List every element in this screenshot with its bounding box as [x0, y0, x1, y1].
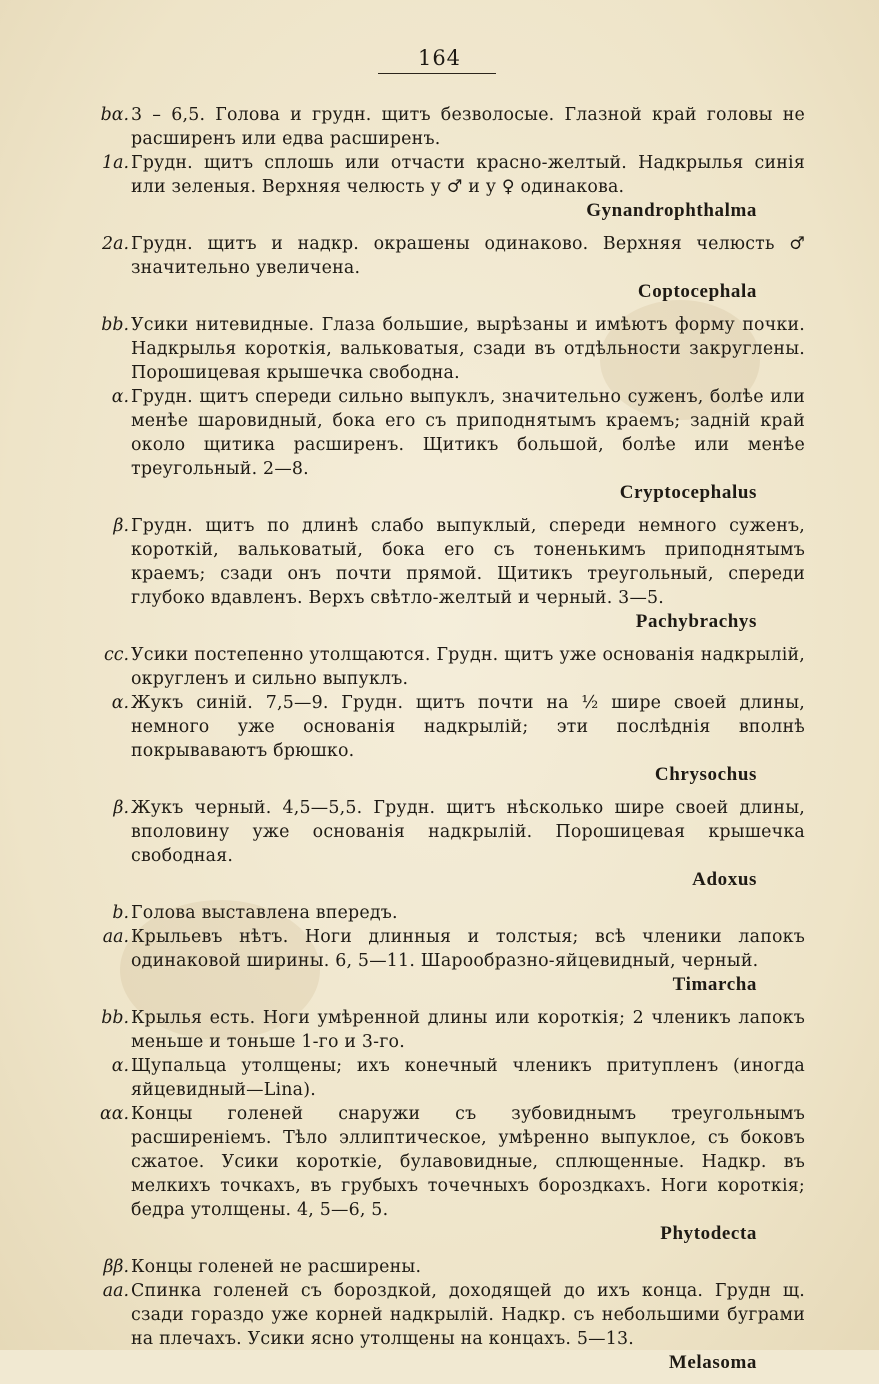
key-entry-text: [131, 901, 805, 925]
entry-gap: [95, 634, 805, 643]
page-number-rule: [378, 73, 496, 74]
key-entry: [95, 1102, 805, 1246]
key-entry-marker: 1a.: [102, 153, 129, 173]
key-entry: [95, 925, 805, 997]
key-entry-text: [131, 232, 805, 304]
key-entry-marker: b.: [112, 903, 129, 923]
key-entry-marker: aa.: [102, 927, 129, 947]
key-entry-text: [131, 1255, 805, 1279]
key-entry: [95, 691, 805, 787]
key-entry: [95, 1255, 805, 1279]
key-entry-text: [131, 151, 805, 223]
entry-gap: [95, 1375, 805, 1384]
genus-name: Melasoma: [668, 1352, 757, 1373]
key-entry-text: [131, 1006, 805, 1054]
genus-name: Gynandrophthalma: [586, 200, 757, 221]
key-entry-description: Грудн. щитъ по длинѣ слабо выпуклый, спереди немного суженъ, короткій, вальковатый, бока его съ тоненькимъ приподнятымъ краемъ; сзади онъ почти прямой. Щитикъ треугольный, спереди глубоко вдавленъ. Верхъ свѣтло-желтый и черный. 3—5.: [131, 516, 805, 608]
entry-gap: [95, 1246, 805, 1255]
key-entry: [95, 103, 805, 151]
key-entry-text: [131, 1279, 805, 1375]
key-entry-description: Усики нитевидные. Глаза большие, вырѣзаны и имѣютъ форму почки. Надкрылья короткія, вальковатыя, сзади въ отдѣльности закруглены. Порошицевая крышечка свободна.: [131, 315, 805, 383]
key-entry-marker: aa.: [102, 1281, 129, 1301]
key-entry-marker: α.: [111, 693, 129, 713]
key-entry-marker: α.: [111, 1056, 129, 1076]
key-entry-marker: α.: [111, 387, 129, 407]
key-entry-description: Концы голеней не расширены.: [131, 1257, 422, 1277]
key-entry-marker: β.: [113, 516, 129, 536]
entry-gap: [95, 892, 805, 901]
entry-gap: [95, 997, 805, 1006]
key-entry-text: [131, 514, 805, 634]
key-entry-description: Грудн. щитъ и надкр. окрашены одинаково. Верхняя челюсть ♂ значительно увеличена.: [131, 234, 805, 278]
key-entry-marker: cc.: [103, 645, 129, 665]
key-entry: [95, 1006, 805, 1054]
key-entry: [95, 385, 805, 505]
key-entry-marker: bα.: [100, 105, 129, 125]
genus-name: Timarcha: [672, 974, 757, 995]
key-entry-marker: bb.: [101, 1008, 129, 1028]
key-entry: [95, 901, 805, 925]
key-entry-description: Грудн. щитъ спереди сильно выпуклъ, значительно суженъ, болѣе или менѣе шаровидный, бока его съ приподнятымъ краемъ; задній край около щитика расширенъ. Щитикъ большой, болѣе или менѣе треугольный. 2—8.: [131, 387, 805, 479]
key-entry-text: [131, 103, 805, 151]
key-entry-marker: αα.: [99, 1104, 129, 1124]
key-entry-text: [131, 385, 805, 505]
key-entry-marker: ββ.: [103, 1257, 129, 1277]
genus-name: Adoxus: [692, 869, 757, 890]
genus-name: Phytodecta: [660, 1223, 757, 1244]
key-entry: [95, 1279, 805, 1375]
key-entry-description: Щупальца утолщены; ихъ конечный членикъ притупленъ (иногда яйцевидный—Lina).: [131, 1056, 805, 1100]
key-entry-description: Усики постепенно утолщаются. Грудн. щитъ уже основанія надкрылій, округленъ и сильно выпуклъ.: [131, 645, 805, 689]
genus-name: Cryptocephalus: [619, 482, 757, 503]
key-entry: [95, 643, 805, 691]
page-number: 164: [417, 46, 462, 70]
key-text: [95, 103, 805, 1384]
key-entry: [95, 514, 805, 634]
entry-gap: [95, 304, 805, 313]
key-entry-marker: β.: [113, 798, 129, 818]
key-entry-description: Жукъ черный. 4,5—5,5. Грудн. щитъ нѣсколько шире своей длины, вполовину уже основанія надкрылій. Порошицевая крышечка свободная.: [131, 798, 805, 866]
key-entry-description: Голова выставлена впередъ.: [131, 903, 398, 923]
entry-gap: [95, 505, 805, 514]
key-entry-text: [131, 796, 805, 892]
key-entry-description: Крылья есть. Ноги умѣренной длины или короткія; 2 членикъ лапокъ меньше и тоньше 1-го и 3-го.: [131, 1008, 805, 1052]
key-entry-description: Грудн. щитъ сплошь или отчасти красно-желтый. Надкрылья синія или зеленыя. Верхняя челюсть у ♂ и у ♀ одинакова.: [131, 153, 805, 197]
key-entry-description: Концы голеней снаружи съ зубовиднымъ треугольнымъ расширеніемъ. Тѣло эллиптическое, умѣренно выпуклое, съ боковъ сжатое. Усики короткіе, булавовидные, сплющенные. Надкр. въ мелкихъ точкахъ, въ грубыхъ точечныхъ бороздкахъ. Ноги короткія; бедра утолщены. 4, 5—6, 5.: [131, 1104, 805, 1220]
key-entry-description: Жукъ синій. 7,5—9. Грудн. щитъ почти на ½ шире своей длины, немного уже основанія надкрылій; эти послѣднія вполнѣ покрываваютъ брюшко.: [131, 693, 805, 761]
key-entry-text: [131, 313, 805, 385]
key-entry: [95, 796, 805, 892]
key-entry-marker: 2a.: [102, 234, 129, 254]
key-entry-description: Спинка голеней съ бороздкой, доходящей до ихъ конца. Грудн щ. сзади гораздо уже корней надкрылій. Надкр. съ небольшими буграми на плечахъ. Усики ясно утолщены на концахъ. 5—13.: [131, 1281, 805, 1349]
entry-gap: [95, 787, 805, 796]
key-entry-text: [131, 691, 805, 787]
key-entry-text: [131, 643, 805, 691]
key-entry-text: [131, 1054, 805, 1102]
key-entry: [95, 151, 805, 223]
entry-gap: [95, 223, 805, 232]
key-entry: [95, 1054, 805, 1102]
key-entry-description: Крыльевъ нѣтъ. Ноги длинныя и толстыя; всѣ членики лапокъ одинаковой ширины. 6, 5—11. Шарообразно-яйцевидный, черный.: [131, 927, 805, 971]
key-entry: [95, 313, 805, 385]
key-entry-description: 3 – 6,5. Голова и грудн. щитъ безволосые. Глазной край головы не расширенъ или едва расширенъ.: [131, 105, 805, 149]
key-entry-marker: bb.: [101, 315, 129, 335]
genus-name: Pachybrachys: [635, 611, 757, 632]
genus-name: Coptocephala: [637, 281, 757, 302]
key-entry: [95, 232, 805, 304]
key-entry-text: [131, 1102, 805, 1246]
key-entry-text: [131, 925, 805, 997]
genus-name: Chrysochus: [654, 764, 757, 785]
